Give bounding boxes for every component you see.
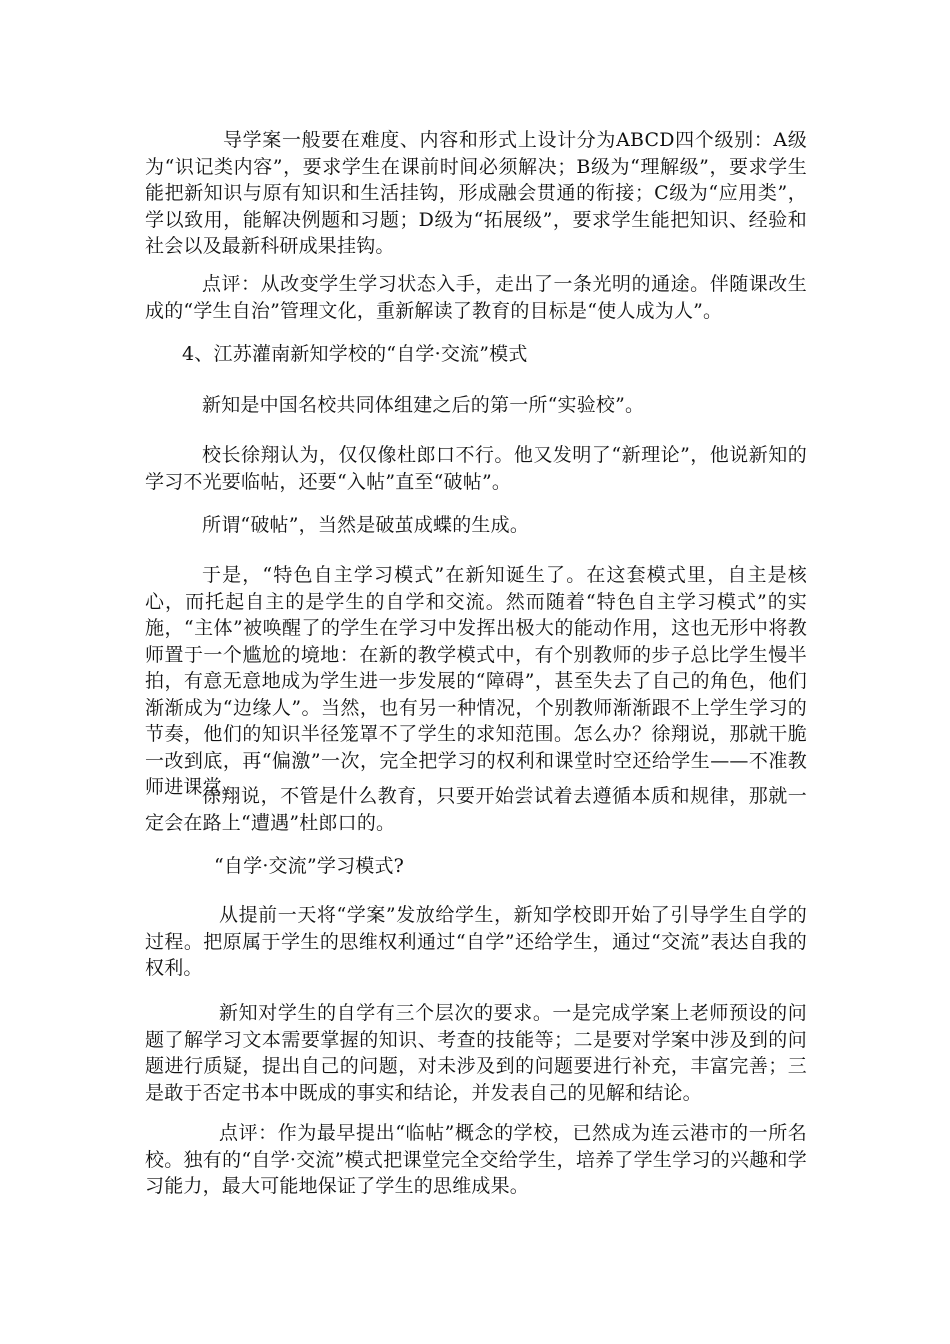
subheading-self-study-mode: “自学·交流”学习模式? xyxy=(214,855,405,877)
paragraph-abcd-levels: 导学案一般要在难度、内容和形式上设计分为ABCD四个级别：A级为“识记类内容”，要求学生在课前时间必须解决；B级为“理解级”，要求学生能把新知识与原有知识和生活挂钩，形成融会贯通的衔接；C级为“应用类”，学以致用，能解决例题和习题；D级为“拓展级”，要求学生能把知识、经验和社会以及最新科研成果挂钩。 xyxy=(145,129,807,257)
paragraph-education-rule: 徐翔说，不管是什么教育，只要开始尝试着去遵循本质和规律，那就一定会在路上“遭遇”杜郎口的。 xyxy=(145,785,807,834)
section-heading-xinzhi: 4、江苏灌南新知学校的“自学·交流”模式 xyxy=(182,343,528,365)
paragraph-comment-1: 点评：从改变学生学习状态入手，走出了一条光明的通途。伴随课改生成的“学生自治”管理文化，重新解读了教育的目标是“使人成为人”。 xyxy=(145,273,807,322)
paragraph-po-tie: 所谓“破帖”，当然是破茧成蝶的生成。 xyxy=(202,514,530,536)
paragraph-comment-2: 点评：作为最早提出“临帖”概念的学校，已然成为连云港市的一所名校。独有的“自学·交流”模式把课堂完全交给学生，培养了学生学习的兴趣和学习能力，最大可能地保证了学生的思维成果。 xyxy=(145,1122,807,1197)
paragraph-principal-view: 校长徐翔认为，仅仅像杜郎口不行。他又发明了“新理论”，他说新知的学习不光要临帖，还要“入帖”直至“破帖”。 xyxy=(145,444,807,493)
paragraph-mode-origin: 于是，“特色自主学习模式”在新知诞生了。在这套模式里，自主是核心，而托起自主的是学生的自学和交流。然而随着“特色自主学习模式”的实施，“主体”被唤醒了的学生在学习中发挥出极大的能动作用，这也无形中将教师置于一个尴尬的境地：在新的教学模式中，有个别教师的步子总比学生慢半拍，有意无意地成为学生进一步发展的“障碍”，甚至失去了自己的角色，他们渐渐成为“边缘人”。当然，也有另一种情况，个别教师渐渐跟不上学生学习的节奏，他们的知识半径笼罩不了学生的求知范围。怎么办？徐翔说，那就干脆一改到底，再“偏激”一次，完全把学习的权利和课堂时空还给学生——不准教师进课堂。 xyxy=(145,564,807,798)
paragraph-three-levels: 新知对学生的自学有三个层次的要求。一是完成学案上老师预设的问题了解学习文本需要掌握的知识、考查的技能等；二是要对学案中涉及到的问题进行质疑，提出自己的问题，对未涉及到的问题要进行补充，丰富完善；三是敢于否定书本中既成的事实和结论，并发表自己的见解和结论。 xyxy=(145,1002,807,1104)
paragraph-xinzhi-intro: 新知是中国名校共同体组建之后的第一所“实验校”。 xyxy=(202,394,645,416)
paragraph-study-plan: 从提前一天将“学案”发放给学生，新知学校即开始了引导学生自学的过程。把原属于学生的思维权利通过“自学”还给学生，通过“交流”表达自我的权利。 xyxy=(145,904,807,979)
